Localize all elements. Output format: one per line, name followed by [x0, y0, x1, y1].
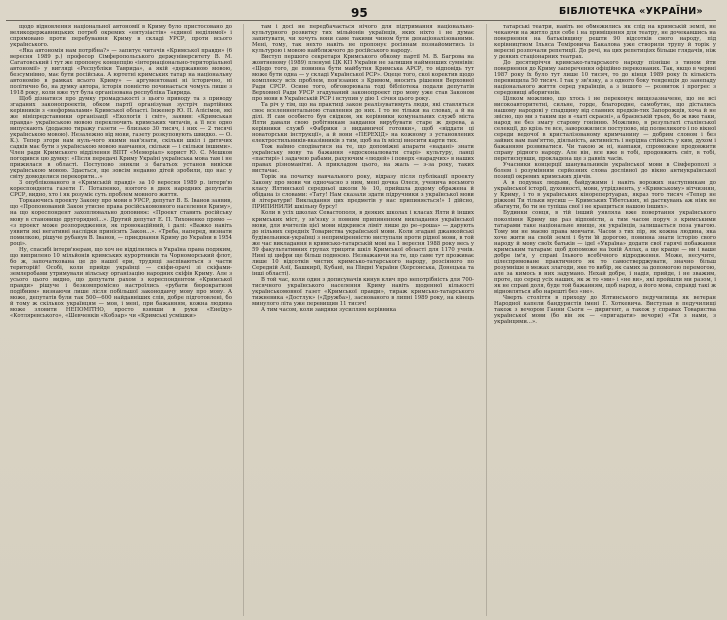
paragraph: Та річ у тім, що на практиці закон реалізуватимуть люди, які ставляться своє вселеннентальною ставлення до них. І то не тільки на словах, а й на ділі. Я сам особисто був свідком, як керівники комунальних служб міста Ялти давали свою робітникам завдання вирубувати старе ж дерева, а керівники служб «Фабрики з видавничої готовки», щоб «віддати ці новаторськи інструкції», а й вони «ПЕРЕХІД» на кожному з установлених електростильників-вказівників з тим, щоб на їх місці вносити карти тих. — [252, 102, 474, 145]
paragraph: Торік на початку навчального року, відразу після публікації проекту Закону про мови чи одночасно з ним, мені дочка Олеся, ученича восьмого класу Ялтинської середньої школи № 10, прийшла додому ображена й обідана із словами: «Тату! Нам сказали здати підручники з української мови й літератури! Викладання цих предметів у нас припиняється!» І дійсно, ПРИПИНИЛИ шкільну бурсу! — [252, 174, 474, 211]
paragraph: Будинки сонця, в тій інший уявляла вже повертання українського покоління Криму ще раз відповісти, а тим часом поруч з кримськими татарами таке національне явище, як українців, залишається поза увагою. Тому ми не маємо права мовчати. Часом з тих пір, як кожна людина, яка хоче жити на своїй землі і бути їй дорогою, повинна знати історію свого народу й мову своїх батьків — ідеї «Україна» додати свої гарячі побажання кримським татарам: щоб допоможе на їхній Аллах, а ще краще — ви і ваше добре ім'я, у справі Ільвого всебічного відродження. Може, несучите, цілеспрямоване практичного як то самостверджувати, значно більш розумніше в межах злагоди, яке то вибір, як самих за допомогою перемогою, але за кимось в них задумано. Нехай добре, і надія, прийде, і не зважим, проте, що серед усіх наших, як ж то «ми» і «не ви», які пройшли ми разом, і як не справі доля, буде той бажанням, щоб народ, а його мова, справді такі ж відновляться або нарешті без «не». — [494, 210, 716, 295]
text-column-3 — [494, 24, 716, 616]
section-title: БІБЛІОТЕЧКА «УКРАЇНИ» — [558, 6, 703, 17]
paragraph: Тож наївно сподіватися на те, що допоміжні апарати «надані» знати українську мову та бажання «вдосконалювати старі» культуру, ланці «пастирі» і задачею рабами, рахуючим «людей» і поверх «нарадчих» в наших правах різноманітні. А прикладом цього, на жаль — з-за року, таких вистачає. — [252, 144, 474, 175]
paragraph: А тим часом, коли завдяки зусиллям керівника — [261, 306, 397, 313]
header-rule — [6, 20, 716, 21]
paragraph: Коли в усіх школах Севастополя, в деяких школах і класах Ялти й інших кримських міст, у зв'язку з повним припиненням викладання української мови, для вчителів цієї мови відкрився ліміт лише до ре-«роша» — дарують до нільних середніх Товариства української мови. Коли згадані джанкойські будівельники-українці з неприміренністю виступали проти рідної мови, в той же час викладання в кримсько-татарській мові на 1 вересня 1988 року весь у 59 факультативних групах трицяти шкіл Кримської області для 1170 учнів. Нині ці цифри ще більш подвоєно. Незважаючи на те, що саме тут проживає лише 10 відсотків чистих кримсько-татарського народу, розсіяного по Середній Азії, Башкирії, Кубані, на Півдні України (Херсонська, Донецька та інші області). — [252, 210, 474, 277]
paragraph: «Яка автономія нам потрібна?» — запитує читачів «Кримської правди» (6 вересня 1989 р.) професор Сімферопольського держуніверситету В. М. Сагатовський і тут же пропонує концепцію «інтернаціонально-територіальної автономії» у вигляді «Республіки Таврида», а якій «державною мовою, безсумнівно, має бути російська. А юртетні кримських татар на національну автономію в рамках всього Криму» — аргументовані ні історично, ні політично бо, на думку автора, історія повністю починається чомусь лише з 1918 року, коли вже тут була організована республіка Таврида. — [10, 48, 232, 97]
paragraph: В той час, коли один з дописувачів кинув клич про непотрібність для 700-тисячного українського населення Криму навіть щоденної кількості українськомовної газет «Кримської правди», тираж кримсько-татарського тижневика «Достлук» («Дружба»), заснованого в липні 1989 року, на кінець минулого літа уже перевищив 11 тисяч! — [252, 276, 474, 307]
paragraph: А в подумах людьми, байдужими і навіть ворожих наступникам до української історії, духовності, мови, утрідзвенть, у «Кримському» вітчизнян, у Криму, і то в українських кінорепертуарах, якраз того тисяч «Тепер не ріжкові Ти тільки мусиш — Кримських Тібетських, ні дасткувань аж ніяк не збагнути, бо ти не тупіша свої і не кращиться нашою інших». — [494, 180, 716, 211]
column-divider — [486, 24, 487, 616]
paragraph: З опублікованого в «Кримській правді» за 10 вересня 1989 р. інтерв'ю кореспондента газети Г. Потапенко, взятого в двох народних депутатів СРСР, видно, хто і як розуміє суть проблем мовного життя. — [10, 180, 232, 199]
paragraph: щодо відновлення національної автономії в Криму було пристосовано до великодержавницьких потреб окремих «ентузіастів» «єдиної неділимої» і спрямовано проти перебування Криму в складі УРСР, проти всього українського. — [10, 24, 232, 49]
paragraph: До десятиріччя кримсько-татарського народу пізніше з тином йти повернення до Криму заперечення офіційно переконаних. Так, якщо в червні 1987 року їх було тут лише 10 тисяч, то до кінця 1989 року їх кількість перевищила 50 тисяч. І так у зв'язку, а з одного боку тенденція до занепаду національного життя серед українців, а з іншого — розвиток і прогрес з середовищі аборигенів. — [494, 60, 716, 97]
page-number: 95 — [351, 6, 368, 20]
paragraph: Щоб дізнатися про думку громадськості з цього приводу та з приводу згаданих законопроектів, обком партії організував зустріч партійних керівників з «неформалами» Кримської області. Інженер Ю. П. Алісімов, які же вініпредставники організації «Екологія і світ», заявив: «Кримськая правда» українською мовою переключить кримських читачів, а її все одно випускають (додаємо тиражу газети — близько 30 тисяч, і них — 2 тисячі українською мовою). Незалежно від мови, газету розкуповують швидко. — О. К.). Тепер згори нам нуль-чого якими нав'язати, скільки шкіл і дитячих садків має бути з українською мовою навчання, скільки — і скільки іншими». Член ради Кримського відділення ВІПТ «Меморіал» корист Ю. С. Мешков погодився цю думку: «Після передачі Криму Україні українська мова там і не прижилася в області. Поступово зникли з багатьох установ вивіски українською мовою. Здається, ще зовсім недавно дітей зробили, що нас у світу домоделися перекорити...» — [10, 96, 232, 181]
paragraph: Чверть століття в приходу до Ялтинського педучилища як ветеран Народної капели бандуристів імені Г. Хоткевича. Виступав в педучилищі також з вечором Ганни Сьогн — диригент, а також у справах Товариства української мови (бо він як — «пригадати» вечори) «Ти з нами, з українцями...». — [494, 294, 716, 325]
paragraph: татарські театри, навіть не обмежились як слід на кримській землі, не чекаючи на житло для себе і на приміщення для театру, не дочекавшись на повернення на батьківщину решти 90 відсотків свого народу, під керівництвом Ільяса Теміровича Бакалова уже створили трупу й торік у вересні розпочали репетиції. До речі, на цих репетиціях більше глядачів, ніж у деяких стаціонарних театрах. — [494, 24, 716, 61]
paragraph: Учасники концерції шанувальників української мови в Сімферополі з болем і розумінням серйозних слова дослівної до вікно антиукраїнської позиції окремих кримських діячів. — [494, 162, 716, 181]
column-divider — [243, 24, 244, 616]
paragraph: Торкаючись проекту Закону про мови в УРСР, депутат В. Б. Іванов заявив, що «Пропонований Закон утисне права російськомовного населення Криму», на що кореспондент захоплювально доповнює: «Проект ставить російську мову в становище другорядної...». Другий депутат Е. П. Тихоненко прямо — «з проект може розпорядження, як провокаційний, і далі: «Важко навіть уявити які негативні наслідки приніcить Закон...». «Треба, наперед, визнати помилкою, рішуче рубанув В. Іванов, — приєднання Криму до України в 1954 році». — [10, 198, 232, 247]
paragraph: Цілком можливо, що хтось і не переконує вищезазначене, що не всі високоавторитетні, сильне, горде, благородне, самобутнє, що дістались нашому народові у спадщину від славних предків-тих Запорожців, хоча й не звісно, що ми з таким ще в «хаті скраєні», а браєвській трьох, бо ж вже таки, народ не без змагу старому гонінню. Можливо, в результаті сталінської селекції, до крізь те все, заворожилися поступово, від полвеликого і по вікної середи ведочої в кристалізованому кримчанину — добрим словом і без зайвих вам пам'яттю, діяльність, активність і нерідна стійкість у ким, духом і бажанням розвиватися. Чи такою ж ні, навпаки, спроможне продовжити справу рідного народу. Але він, все вже в тобі, продовжить світ, в тобі, перетиснувши, прокладена ще з давніх часів. — [494, 96, 716, 163]
paragraph: Виступ першого секретаря Кримського обкому партії М. В. Багрова на жовтневому (1989) пленумі ЦК КП України не залишив найменших сумнівів: «Щодо того, де повинна бути майбутня Кримська АРСР, то відповідь тут може бути одна — у складі Української РСР». Оцеце того, скоі коректив щодо комплексу всіх проблем, пов'язаних з Кримом, вносить рішення Верховної Ради СРСР. Осине того, обговорювала тоді бібліотека подали депутатів Верховної Ради УРСР згадуваний законопроект про мову уже став Законом про мови в Українській РСР і вступив у дію 1 січня цього року. — [252, 54, 474, 103]
text-column-2 — [252, 24, 474, 616]
text-column-1 — [10, 24, 232, 616]
paragraph: Ну, спасибі інтерв'юерам, що хоч не відділились в Україна права подяким, що виприлено 10 мільйонів кримських курортників та Чорноморський флот, бо ж, започаткована це до нашої ери, трудящі заспіваються з части територій! Особі, коли прийде українці — скіфи-орачі зі скіфами-землеробами утримували вільську організацію народних скіфів Криму. Але з усього цього видно, що депутати рахом з кореспондентом «Кримської правди» рішуче і безкомпромісно настроїлись «рубати бюрократизм подібним» визнаючи лише лісля побільшої законодавчу мову про мову. А може, депутатів були так 500—600 найдавніших слів, добре підготовлені, бо й тому ж скількох українцям — мов, і мені, при бажанням, кожна людина може зловити НЕПОМІТНО, просто взявши в руки «Енеїду» «Котляревського», «Шевченків «Кобзар» чи «Кримські усмішки» — [10, 246, 232, 319]
paragraph: там і досі не передбачається нічого для підтримання національно-культурного розвитку тих мільйонів українців, яких ніхто і не думає запитувати, чи хочуть вони саме такими чином бути денаціоналізованими. Мені, тому, так нехто навіть не пропонує росіянам познайомитись із культурою і мовою найближчого до російського народу. — [252, 24, 474, 55]
